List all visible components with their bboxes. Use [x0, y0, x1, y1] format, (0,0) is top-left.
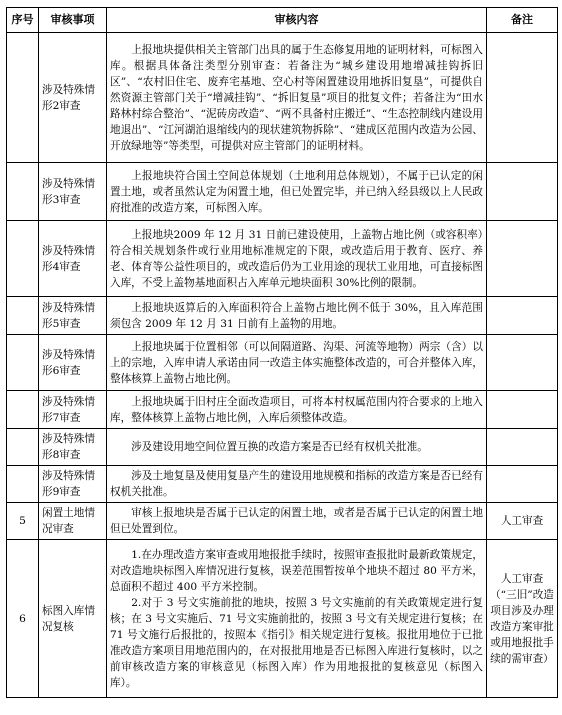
- row-note: 人工审查: [487, 503, 558, 540]
- row-item: 涉及特殊情形2审查: [39, 33, 107, 163]
- row-number: 5: [7, 503, 39, 540]
- row-number: [7, 391, 39, 429]
- row-item: 涉及特殊情形4审查: [39, 221, 107, 297]
- row-content: 涉及土地复垦及使用复垦产生的建设用地规模和指标的改造方案是否已经有权机关批准。: [107, 466, 487, 503]
- row-number: [7, 221, 39, 297]
- row-note: [487, 163, 558, 221]
- review-table: [6, 7, 558, 698]
- row-content: 审核上报地块是否属于已认定的闲置土地，或者是否属于已认定的闲置土地但已处置到位。: [107, 503, 487, 540]
- row-item: 涉及特殊情形3审查: [39, 163, 107, 221]
- table-row: [7, 221, 558, 297]
- row-content: 上报地块属于位置相邻（可以间隔道路、沟渠、河流等地物）两宗（含）以上的宗地，入库申请人承诺由同一改造主体实施整体改造的，可合并整体入库，整体核算上盖物占地比例。: [107, 335, 487, 391]
- table-row: [7, 503, 558, 540]
- table-row: [7, 33, 558, 163]
- row-number: [7, 297, 39, 335]
- table-row: [7, 466, 558, 503]
- row-content: 上报地块提供相关主管部门出具的属于生态修复用地的证明材料，可标图入库。根据具体备注类型分别审查：若备注为“城乡建设用地增减挂钩拆旧区”、“农村旧住宅、废弃宅基地、空心村等闲置建设用地拆旧复垦”，可提供自然资源主管部门关于“增减挂钩”、“拆旧复垦”项目的批复文件；若备注为“田水路林村综合整治”、“泥砖房改造”、“两不具备村庄搬迁”、“生态控制线内建设用地退出”、“江河湖泊退缩线内的现状建筑物拆除”、“建成区范围内改造为公园、开放绿地等”等类型，可提供对应主管部门的证明材料。: [107, 33, 487, 163]
- content-paragraph: 1.在办理改造方案审查或用地报批手续时，按照审查报批时最新政策规定，对改造地块标图入库情况进行复核，误差范围暂按单个地块不超过 80 平方米，总面积不超过 400 平方米控制。: [110, 548, 483, 593]
- table-row: [7, 540, 558, 698]
- row-content: 上报地块返算后的入库面积符合上盖物占地比例不低于 30%，且入库范围须包含 2009 年 12 月 31 日前有上盖物的用地。: [107, 297, 487, 335]
- row-content: 上报地块属于旧村庄全面改造项目，可将本村权属范围内符合要求的上地入库，整体核算上盖物占地比例，入库后须整体改造。: [107, 391, 487, 429]
- row-note: [487, 33, 558, 163]
- row-item: 闲置土地情况审查: [39, 503, 107, 540]
- table-row: [7, 429, 558, 466]
- row-note: 人工审查（“三旧”改造项目涉及办理改造方案审批或用地报批手续的需审查）: [487, 540, 558, 698]
- row-item: 涉及特殊情形8审查: [39, 429, 107, 466]
- table-row: [7, 391, 558, 429]
- row-note: [487, 391, 558, 429]
- header-item: 审核事项: [39, 8, 107, 33]
- header-content: 审核内容: [107, 8, 487, 33]
- row-number: [7, 33, 39, 163]
- row-note: [487, 429, 558, 466]
- row-item: 涉及特殊情形7审查: [39, 391, 107, 429]
- header-number: 序号: [7, 8, 39, 33]
- row-note: [487, 221, 558, 297]
- row-number: [7, 163, 39, 221]
- row-content: 涉及建设用地空间位置互换的改造方案是否已经有权机关批准。: [107, 429, 487, 466]
- row-item: 涉及特殊情形9审查: [39, 466, 107, 503]
- row-note: [487, 335, 558, 391]
- table-row: [7, 335, 558, 391]
- row-item: 涉及特殊情形5审查: [39, 297, 107, 335]
- row-item: 标图入库情况复核: [39, 540, 107, 698]
- header-note: 备注: [487, 8, 558, 33]
- row-number: [7, 335, 39, 391]
- table-row: [7, 163, 558, 221]
- table-row: [7, 297, 558, 335]
- row-content: [107, 540, 487, 698]
- row-note: [487, 466, 558, 503]
- row-number: [7, 429, 39, 466]
- header-row: [7, 8, 558, 33]
- row-content: 上报地块2009 年 12 月 31 日前已建设使用，上盖物占地比例（或容积率）符合相关规划条件或行业用地标准规定的下限，或改造后用于教育、医疗、养老、体育等公益性项目的，或改造后仍为工业用途的现状工业用地，可直接标图入库，不受上盖物基地面积占入库单元地块面积 30%比例的限制。: [107, 221, 487, 297]
- row-content: 上报地块符合国土空间总体规划（土地利用总体规划），不属于已认定的闲置土地，或者虽然认定为闲置土地，但已处置完毕，并已纳入经县级以上人民政府批准的改造方案，可标图入库。: [107, 163, 487, 221]
- content-paragraph: 2.对于 3 号文实施前批的地块，按照 3 号文实施前的有关政策规定进行复核；在 3 号文实施后、71 号文实施前批的，按照 3 号文有关规定进行复核；在 71 号文施行后报批的，按照本《指引》相关规定进行复核。报批用地位于已批准改造方案项目用地范围内的，在对报批用地是否已标图入库进行复核时，以之前审核改造方案的审核意见（标图入库）作为用地报批的复核意见（标图入库）。: [110, 596, 483, 689]
- row-note: [487, 297, 558, 335]
- row-item: 涉及特殊情形6审查: [39, 335, 107, 391]
- row-number: 6: [7, 540, 39, 698]
- row-number: [7, 466, 39, 503]
